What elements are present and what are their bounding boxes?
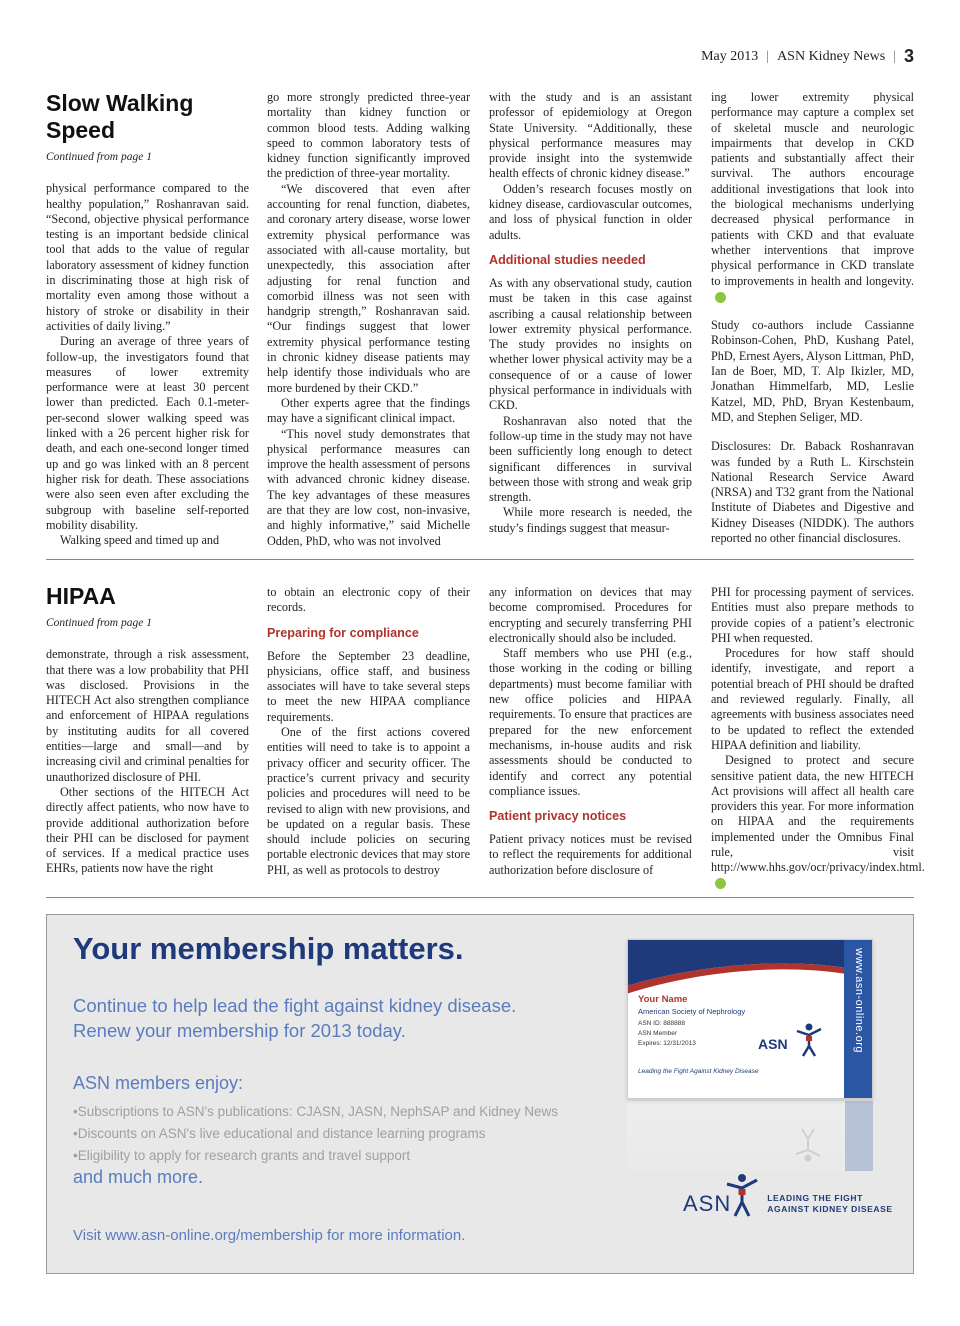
paragraph: physical performance compared to the healthy population,” Roshanravan said. “Second, objective physical performance testing is an important bedside clinical tool that adds to the value of regular laboratory assessment of kidney function in discriminating those at high risk of mortality even among those without a history of stroke or disability in their activities of daily living.” [46, 181, 249, 333]
paragraph: As with any observational study, caution must be taken in this case against ascribing a causal relationship between lower extremity physical performance. The study provides no insights on whether lower physical activity may be a consequence of or a cause of lower physical performance in individuals with CKD. [489, 275, 692, 413]
ad-visit-link[interactable]: Visit www.asn-online.org/membership for more information. [73, 1227, 466, 1244]
paragraph: “This novel study demonstrates that physical performance measures can improve the health assessment of persons with advanced chronic kidney disease. The key advantages of these measures are that they are low cost, non-invasive, and highly informative,” said Michelle Odden, PhD, who was not involved [267, 426, 470, 548]
paragraph: Other experts agree that the findings may have a significant clinical impact. [267, 395, 470, 426]
membership-card-image [627, 939, 873, 1099]
slow-col-2 [267, 90, 470, 549]
running-head-separator: | [766, 48, 770, 64]
paragraph: One of the first actions covered entities will need to take is to appoint a privacy officer and security officer. The practice’s current privacy and security policies and procedures will need to be revised to align with new provisions, and be updated on a regular basis. These should include policies on securing portable electronic devices that may store PHI, as well as protocols to destroy [267, 725, 470, 877]
article-title-slow-walking: Slow Walking Speed [46, 90, 194, 143]
logo-asn-text: ASN [683, 1191, 732, 1216]
paragraph: Odden’s research focuses mostly on kidney disease, cardiovascular outcomes, and loss of physical function in older adults. [489, 181, 692, 242]
section-divider [46, 559, 914, 560]
slow-col-4 [711, 90, 914, 546]
membership-card-reflection [627, 1101, 873, 1171]
running-head [701, 46, 914, 67]
end-mark-icon [715, 292, 726, 303]
paragraph: any information on devices that may become compromised. Procedures for encrypting and securely transferring PHI electronically should also be included. [489, 585, 692, 645]
paragraph: with the study and is an assistant professor of epidemiology at Oregon State University. “Additionally, these physical performance measures may provide insight into the systemwide health effects of chronic kidney disease.” [489, 90, 692, 181]
subheading-patient-privacy: Patient privacy notices [489, 809, 627, 824]
card-url: www.asn-online.org [853, 948, 865, 1053]
ad-subheadline: Continue to help lead the fight against kidney disease. Renew your membership for 2013 today. [73, 995, 517, 1041]
article-title-hipaa: HIPAA [46, 583, 116, 609]
card-side-strip [844, 940, 872, 1099]
list-item: • Subscriptions to ASN's publications: CJASN, JASN, NephSAP and Kidney News [73, 1101, 558, 1123]
paragraph: Designed to protect and secure sensitive patient data, the new HITECH Act provisions will affect all health care providers this year. For more information on HIPAA and the requirements implemented under the Omnibus Final rule, visit http://www.hhs.gov/ocr/privacy/index.html. [711, 753, 914, 891]
card-member: ASN Member [638, 1030, 678, 1037]
paragraph: “We discovered that even after accounting for renal function, diabetes, and coronary artery disease, worse lower extremity physical performance was associated with all-cause mortality, but unexpectedly, this association after adjusting for renal function and comorbid illness was not seen with handgrip strength,” Roshanravan said. “Our findings suggest that lower extremity physical performance testing in chronic kidney disease patients may help identify those individuals who are more burdened by their CKD.” [267, 181, 470, 395]
figure-logo-icon [794, 1022, 824, 1058]
hipaa-col-3 [489, 585, 692, 878]
paragraph: ing lower extremity physical performance may capture a complex set of skeletal muscle and neurologic impairments that develop in CKD patients and substantially affect their survival. The authors encourage additional investigations that look into the biological mechanisms underlying decreased physical performance in patients with CKD and that evaluate whether interventions that improve physical performance in CKD translate to improvements in health and longevity. [711, 90, 914, 304]
page-number: 3 [903, 46, 914, 66]
subheading-preparing-compliance: Preparing for compliance [267, 625, 419, 640]
paragraph: Staff members who use PHI (e.g., those working in the coding or billing departments) must become familiar with new office policies and HIPAA requirements. To ensure that practices are prepared for the new enforcement mechanisms, in-house audits and risk assessments should be conducted to identify and correct any potential compliance issues. [489, 646, 692, 798]
card-name: Your Name [638, 994, 688, 1005]
card-id: ASN ID: 888888 [638, 1020, 685, 1027]
running-head-separator: | [893, 48, 896, 64]
hipaa-col-4 [711, 585, 925, 891]
membership-advertisement [46, 914, 914, 1274]
paragraph: Patient privacy notices must be revised to reflect the requirements for additional authorization before disclosure of [489, 832, 692, 877]
figure-reflection-icon [793, 1127, 823, 1163]
paragraph: PHI for processing payment of services. Entities must also prepare methods to provide copies of a patient’s electronic PHI when requested. [711, 585, 914, 645]
continued-note: Continued from page 1 [46, 617, 152, 629]
disclosures-note: Disclosures: Dr. Baback Roshanravan was funded by a Ruth L. Kirschstein National Research Service Award (NRSA) and T32 grant from the National Institute of Diabetes and Digestive and Kidney Diseases (NIDDK). The authors reported no other financial disclosures. [711, 439, 914, 546]
paragraph: to obtain an electronic copy of their records. [267, 585, 470, 615]
list-item: • Eligibility to apply for research grants and travel support [73, 1145, 558, 1167]
paragraph: Other sections of the HITECH Act directly affect patients, who now have to provide additional authorization before their PHI can be disclosed for payment of services. If a medical practice uses EHRs, patients now have the right [46, 784, 249, 876]
logo-figure-icon [725, 1172, 759, 1218]
paragraph: Walking speed and timed up and [60, 533, 220, 548]
asn-logo [683, 1190, 893, 1218]
ad-and-more: and much more. [73, 1167, 204, 1187]
continued-note: Continued from page 1 [46, 151, 152, 163]
paragraph: During an average of three years of follow-up, the investigators found that measures of lower extremity performance were at least 30 percent lower than predicted. Each 0.1-meter-per-second slower walking speed was linked with a 26 percent higher risk for death, and each one-second longer timed up and go was linked with an 8 percent higher risk for death. These associations were also seen even after excluding the subgroup with baseline self-reported mobility disability. [46, 334, 249, 532]
card-organization: American Society of Nephrology [638, 1007, 746, 1016]
slow-col-1 [46, 90, 249, 548]
hipaa-col-2 [267, 585, 470, 878]
coauthors-note: Study co-authors include Cassianne Robinson-Cohen, PhD, Kushang Patel, PhD, Ernest Ayers, Alyson Littman, PhD, Ian de Boer, MD, T. Alp Ikizler, MD, Jonathan Himmelfarb, MD, Leslie Katzel, MD, PhD, Bryan Kestenbaum, MD, and Stephen Seliger, MD. [711, 318, 914, 424]
paragraph: demonstrate, through a risk assessment, that there was a low probability that PHI was disclosed. Provisions in the HITECH Act also strengthen compliance and enforcement of HIPAA regulations by instituting audits for all covered entities—large and small—and by increasing civil and criminal penalties for unauthorized disclosure of PHI. [46, 647, 249, 784]
logo-tagline: LEADING THE FIGHT AGAINST KIDNEY DISEASE [767, 1193, 893, 1214]
end-mark-icon [715, 878, 726, 889]
paragraph: Procedures for how staff should identify, investigate, and report a potential breach of PHI should be drafted and reviewed regularly. Finally, all agreements with business associates need to be updated to reflect the extended HIPAA definition and liability. [711, 646, 914, 752]
issue-date: May 2013 [701, 48, 759, 64]
hipaa-col-1 [46, 583, 249, 877]
ad-headline: Your membership matters. [73, 931, 464, 966]
ad-benefits-list [73, 1101, 558, 1167]
card-asn-logo: ASN [758, 1036, 788, 1052]
paragraph: Roshanravan also noted that the follow-up time in the study may not have been sufficiently long enough to detect significant differences in survival between those with strong and weak grip strength. [489, 413, 692, 505]
ad-benefits-heading: ASN members enjoy: [73, 1073, 244, 1093]
section-divider [46, 897, 914, 898]
slow-col-3 [489, 90, 692, 536]
card-tagline: Leading the Fight Against Kidney Disease [638, 1068, 759, 1075]
subheading-additional-studies: Additional studies needed [489, 252, 646, 267]
paragraph: go more strongly predicted three-year mortality than kidney function or common blood tests. Adding walking speed to common laboratory tests of kidney function significantly improved the prediction of three-year mortality. [267, 90, 470, 181]
card-expires: Expires: 12/31/2013 [638, 1040, 696, 1047]
list-item: • Discounts on ASN's live educational and distance learning programs [73, 1123, 558, 1145]
paragraph: Before the September 23 deadline, physicians, office staff, and business associates will have to take several steps to meet the new HIPAA compliance requirements. [267, 648, 470, 724]
paragraph: While more research is needed, the study’s findings suggest that measur- [489, 505, 692, 535]
publication-name: ASN Kidney News [777, 48, 886, 64]
